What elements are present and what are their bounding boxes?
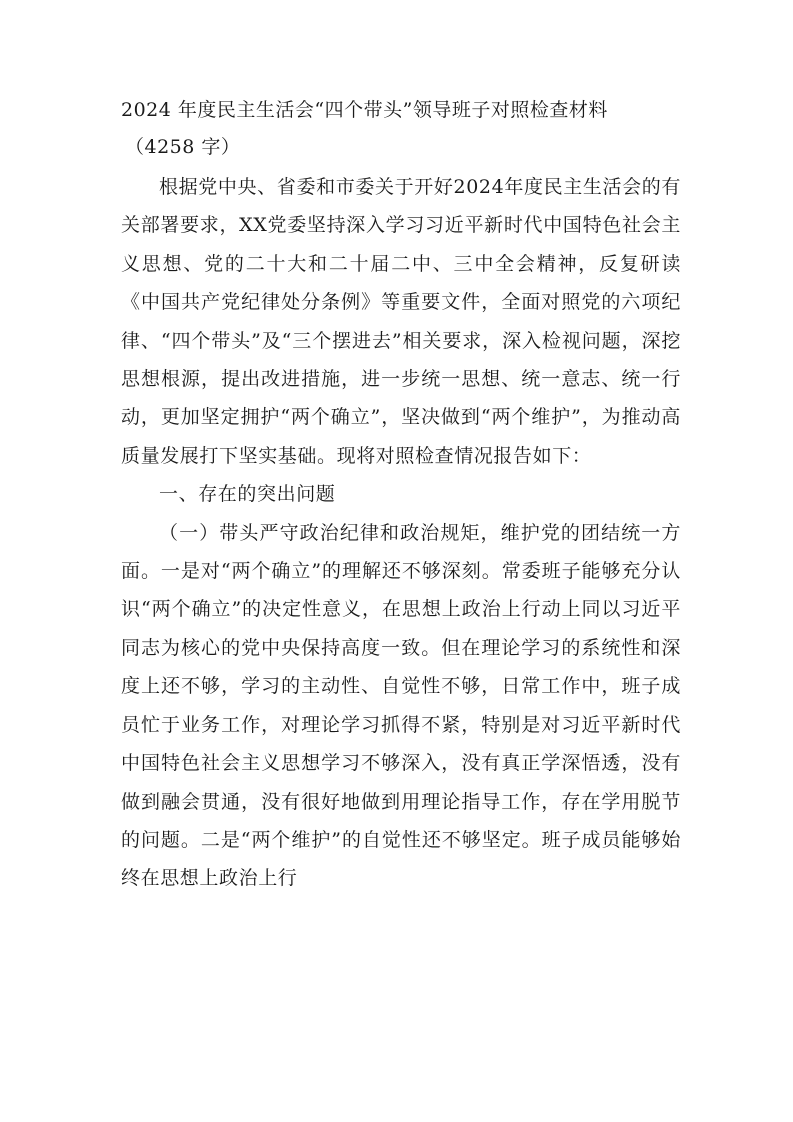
intro-paragraph: 根据党中央、省委和市委关于开好2024年度民主生活会的有关部署要求，XX党委坚持深入学习习近平新时代中国特色社会主义思想、党的二十大和二十届二中、三中全会精神，反复研读《中国共产党纪律处分条例》等重要文件，全面对照党的六项纪律、“四个带头”及“三个摆进去”相关要求，深入检视问题，深挖思想根源，提出改进措施，进一步统一思想、统一意志、统一行动，更加坚定拥护“两个确立”，坚决做到“两个维护”，为推动高质量发展打下坚实基础。现将对照检查情况报告如下：	[121, 176, 681, 467]
document-word-count: （4258 字）	[125, 136, 241, 158]
section-heading: 一、存在的突出问题	[159, 483, 336, 506]
document-body	[121, 168, 681, 898]
section-paragraph: （一）带头严守政治纪律和政治规矩，维护党的团结统一方面。一是对“两个确立”的理解还不够深刻。常委班子能够充分认识“两个确立”的决定性意义，在思想上政治上行动上同以习近平同志为核心的党中央保持高度一致。但在理论学习的系统性和深度上还不够，学习的主动性、自觉性不够，日常工作中，班子成员忙于业务工作，对理论学习抓得不紧，特别是对习近平新时代中国特色社会主义思想学习不够深入，没有真正学深悟透，没有做到融会贯通，没有很好地做到用理论指导工作，存在学用脱节的问题。二是“两个维护”的自觉性还不够坚定。班子成员能够始终在思想上政治上行	[121, 521, 681, 890]
document-title-block	[121, 92, 681, 166]
document-title: 2024 年度民主生活会“四个带头”领导班子对照检查材料	[121, 99, 608, 121]
